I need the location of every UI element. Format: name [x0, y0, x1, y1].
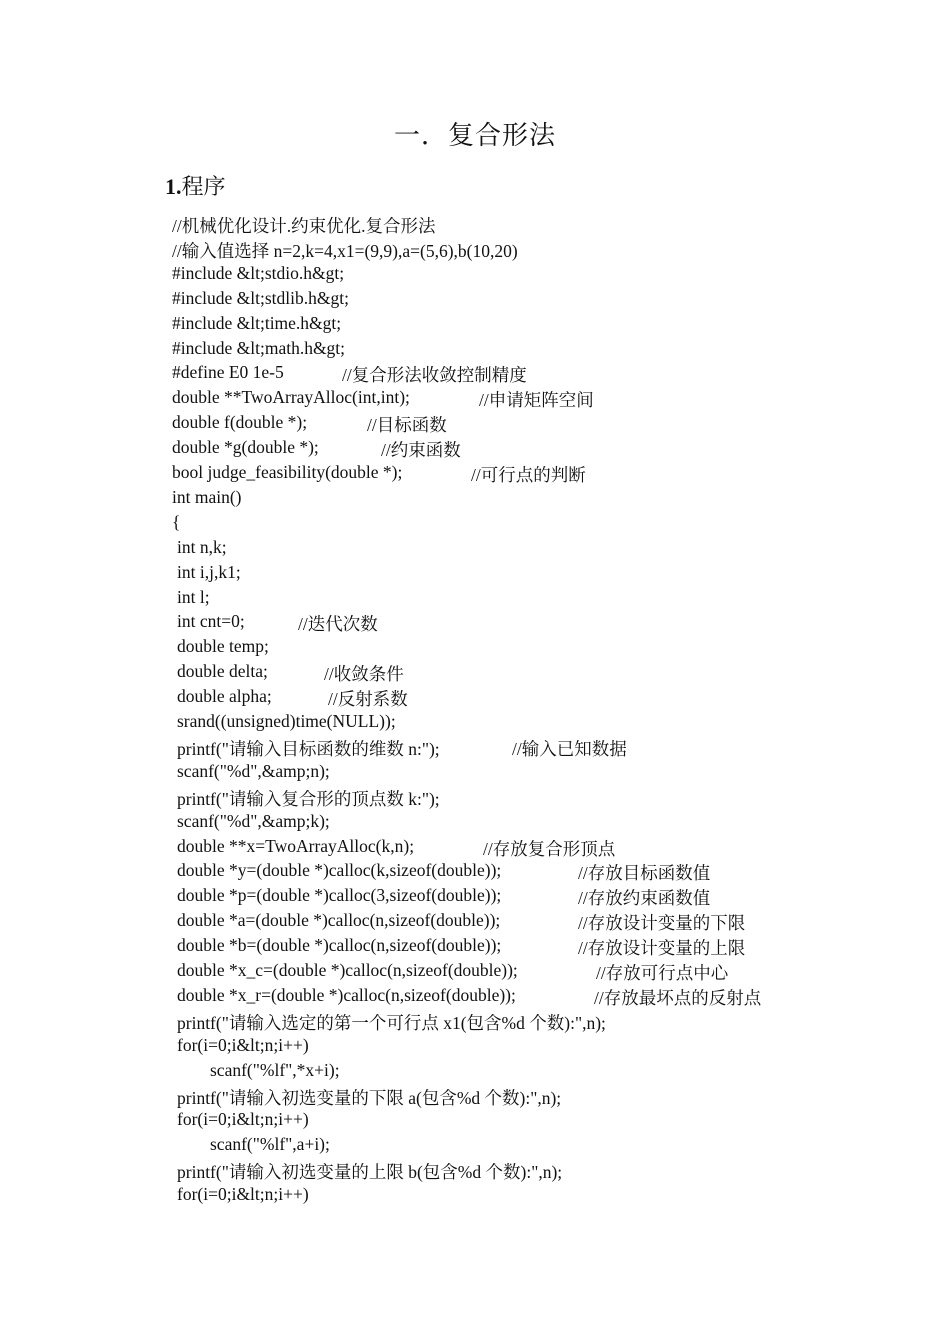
code-line: [0, 960, 950, 985]
code-text: #include &lt;time.h&gt;: [172, 312, 342, 333]
code-line: [0, 935, 950, 960]
code-line: [0, 736, 950, 761]
code-text: printf("请输入目标函数的维数 n:");: [177, 738, 440, 759]
code-text: #define E0 1e-5: [172, 362, 284, 383]
code-line: [0, 238, 950, 263]
code-comment: //收敛条件: [324, 664, 404, 685]
code-line: [0, 587, 950, 612]
code-line: [0, 487, 950, 512]
code-text: double delta;: [177, 661, 268, 682]
code-text: scanf("%d",&amp;k);: [177, 810, 330, 831]
code-line: [0, 1159, 950, 1184]
code-line: [0, 860, 950, 885]
code-text: scanf("%lf",*x+i);: [210, 1059, 340, 1080]
code-line: [0, 786, 950, 811]
code-text: int i,j,k1;: [177, 561, 241, 582]
code-line: [0, 1060, 950, 1085]
code-line: [0, 636, 950, 661]
code-line: [0, 213, 950, 238]
code-comment: //存放复合形顶点: [483, 838, 616, 859]
code-line: [0, 885, 950, 910]
code-line: [0, 761, 950, 786]
code-text: #include &lt;stdlib.h&gt;: [172, 287, 349, 308]
code-text: {: [172, 511, 181, 532]
code-text: for(i=0;i&lt;n;i++): [177, 1034, 309, 1055]
code-comment: //存放可行点中心: [596, 963, 729, 983]
code-text: printf("请输入复合形的顶点数 k:");: [177, 788, 440, 809]
code-text: for(i=0;i&lt;n;i++): [177, 1184, 309, 1205]
code-line: [0, 611, 950, 636]
code-text: double *p=(double *)calloc(3,sizeof(double));: [177, 885, 502, 906]
code-text: srand((unsigned)time(NULL));: [177, 711, 396, 731]
code-text: double *a=(double *)calloc(n,sizeof(double));: [177, 910, 501, 931]
code-text: int main(): [172, 486, 242, 507]
code-comment: //目标函数: [367, 415, 447, 436]
code-text: //输入值选择 n=2,k=4,x1=(9,9),a=(5,6),b(10,20): [172, 240, 518, 261]
code-line: [0, 562, 950, 587]
code-text: double *x_c=(double *)calloc(n,sizeof(double));: [177, 960, 518, 980]
code-text: double f(double *);: [172, 412, 308, 433]
code-text: #include &lt;math.h&gt;: [172, 337, 346, 358]
section-heading: [165, 170, 226, 201]
code-comment: //存放设计变量的下限: [578, 913, 746, 934]
code-comment: //迭代次数: [298, 614, 378, 635]
code-line: [0, 462, 950, 487]
code-text: scanf("%d",&amp;n);: [177, 760, 330, 781]
page-title: 一．复合形法: [393, 121, 556, 150]
code-line: [0, 910, 950, 935]
code-text: double **TwoArrayAlloc(int,int);: [172, 387, 410, 408]
code-line: [0, 362, 950, 387]
code-text: double *g(double *);: [172, 437, 319, 458]
code-text: //机械优化设计.约束优化.复合形法: [172, 216, 436, 236]
code-text: double *x_r=(double *)calloc(n,sizeof(double));: [177, 984, 516, 1005]
code-comment: //输入已知数据: [512, 738, 627, 759]
code-comment: //可行点的判断: [471, 465, 586, 485]
code-comment: //复合形法收敛控制精度: [342, 365, 527, 386]
code-line: [0, 338, 950, 363]
code-line: [0, 661, 950, 686]
code-text: double *y=(double *)calloc(k,sizeof(double));: [177, 860, 502, 881]
code-text: bool judge_feasibility(double *);: [172, 462, 403, 482]
code-comment: //反射系数: [328, 689, 408, 710]
code-line: [0, 437, 950, 462]
code-line: [0, 811, 950, 836]
code-line: [0, 537, 950, 562]
code-line: [0, 288, 950, 313]
code-line: [0, 263, 950, 288]
code-line: [0, 1035, 950, 1060]
code-line: [0, 1010, 950, 1035]
section-number: 1.: [165, 174, 182, 199]
code-line: [0, 1085, 950, 1110]
code-text: scanf("%lf",a+i);: [210, 1134, 330, 1155]
code-text: for(i=0;i&lt;n;i++): [177, 1109, 309, 1130]
code-comment: //存放目标函数值: [578, 863, 711, 884]
code-text: double temp;: [177, 636, 269, 657]
code-text: double *b=(double *)calloc(n,sizeof(double));: [177, 935, 502, 956]
code-comment: //约束函数: [381, 440, 461, 461]
code-line: [0, 387, 950, 412]
code-line: [0, 313, 950, 338]
code-line: [0, 1184, 950, 1209]
code-text: double alpha;: [177, 686, 272, 707]
code-comment: //存放最坏点的反射点: [594, 987, 762, 1008]
code-line: [0, 1134, 950, 1159]
code-comment: //存放设计变量的上限: [578, 938, 746, 959]
code-line: [0, 836, 950, 861]
code-line: [0, 686, 950, 711]
code-text: int n,k;: [177, 536, 227, 557]
code-text: printf("请输入选定的第一个可行点 x1(包含%d 个数):",n);: [177, 1012, 606, 1033]
section-label: 程序: [181, 174, 226, 199]
code-text: printf("请输入初选变量的下限 a(包含%d 个数):",n);: [177, 1087, 562, 1108]
code-text: #include &lt;stdio.h&gt;: [172, 262, 345, 283]
code-line: [0, 412, 950, 437]
code-text: printf("请输入初选变量的上限 b(包含%d 个数):",n);: [177, 1162, 563, 1183]
code-text: int cnt=0;: [177, 611, 245, 632]
code-line: [0, 1109, 950, 1134]
code-text: int l;: [177, 586, 210, 607]
code-line: [0, 985, 950, 1010]
code-text: double **x=TwoArrayAlloc(k,n);: [177, 835, 415, 856]
code-line: [0, 512, 950, 537]
code-comment: //申请矩阵空间: [479, 390, 594, 411]
code-comment: //存放约束函数值: [578, 888, 711, 909]
code-line: [0, 711, 950, 736]
